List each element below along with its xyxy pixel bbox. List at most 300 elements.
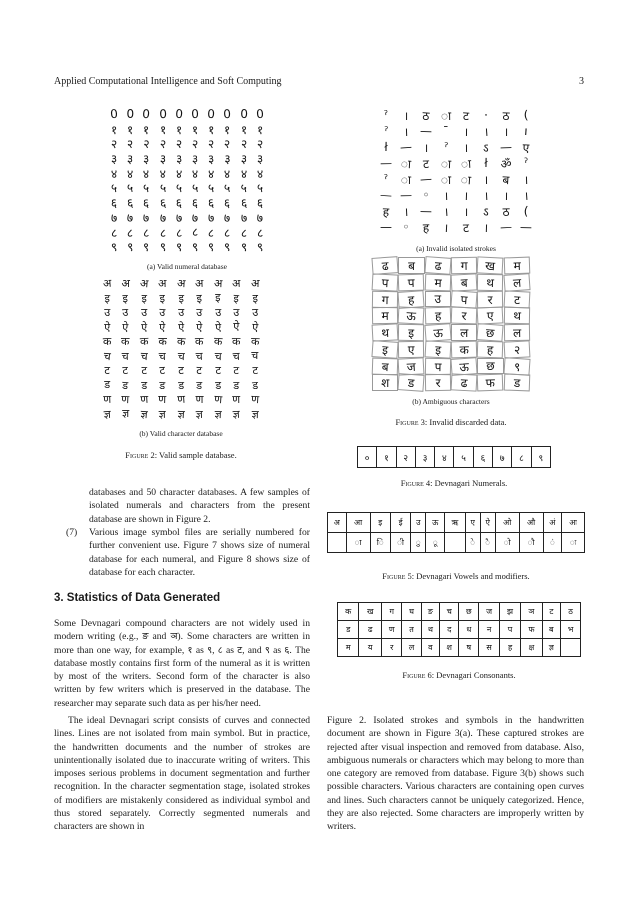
sample-cell: ऊ [450,357,477,376]
sample-cell: ट [141,363,147,377]
sample-cell: इ [122,291,129,305]
sample-cell: ऽ [482,204,490,219]
sample-cell: २ [143,137,150,152]
table-cell: ः [562,533,585,553]
table-cell: प [500,621,521,639]
sample-cell: च [140,349,148,363]
sample-cell: । [423,140,429,155]
sample-cell: । [503,188,509,203]
sample-cell: ८ [224,225,231,240]
sample-cell: इ [215,291,221,305]
section-heading: 3. Statistics of Data Generated [54,592,221,604]
table-cell: क्ष [521,639,542,657]
figure4-caption: Figure 4: Devnagari Numerals. [400,478,508,488]
sample-cell: ३ [191,151,199,166]
sample-cell: इ [424,340,451,358]
sample-cell: ा [400,172,412,187]
sample-cell: ल [451,324,477,341]
sample-cell: ८ [126,225,134,240]
devnagari-numerals-table [357,446,551,468]
sample-cell: ८ [191,225,199,240]
sample-cell: ल [503,273,530,292]
sample-cell: ज्ञ [177,407,185,421]
sample-cell: १ [110,122,118,137]
sample-cell: ा [400,156,412,171]
table-row [358,447,551,468]
table-cell: ५ [454,447,473,468]
sample-cell: ज्ञ [158,407,167,421]
sample-cell: अ [195,276,204,290]
figure5-caption: Figure 5: Devnagari Vowels and modifiers. [382,571,530,581]
table-cell: र [382,639,402,657]
sample-cell: ड [251,378,259,392]
sample-cell: अ [102,276,112,291]
sample-cell: ए [477,307,504,325]
table-row [328,513,585,533]
sample-cell: ह [422,220,430,235]
sample-cell: १ [143,122,150,137]
sample-cell: ६ [110,195,118,211]
sample-cell: ८ [175,225,183,240]
table-cell: ऐ [480,513,495,533]
sample-cell: ४ [191,166,199,181]
sample-cell: 0 [207,107,216,122]
sample-cell: अ [213,276,223,290]
sample-cell: — [399,187,413,203]
sample-cell: ढ [424,256,451,275]
sample-cell: ( [523,107,529,123]
sample-cell: ७ [256,210,264,225]
sample-cell: च [251,349,259,363]
table-cell: स [479,639,500,657]
sample-cell: क [158,334,167,348]
sample-cell: ट [251,363,258,377]
sample-cell: । [523,172,529,187]
sample-cell: क [139,334,149,349]
sample-cell: म [372,307,399,324]
table-cell: ध [459,621,479,639]
table-cell: ठ [561,603,581,621]
sample-cell: ˀ [383,123,389,139]
sample-cell: अ [158,276,167,290]
sample-cell: ˀ [383,171,389,187]
sample-cell: क [121,334,130,348]
table-cell: औ [519,513,543,533]
table-cell: त [402,621,421,639]
sample-cell: थ [372,323,399,341]
sample-cell: ड [122,378,130,392]
table-cell: ४ [435,447,454,468]
sample-cell: · [483,107,489,123]
table-cell: ए [465,513,480,533]
valid-numeral-grid [106,107,268,254]
sample-cell: ५ [256,181,264,196]
sample-cell: प [450,290,477,309]
section-paragraph-1: Some Devnagari compound characters are not widely used in modern writing (e.g., ङ and ञ). Some characters are written in more than one way, for example, १ as ९, ८ as ट, and ९ as ६. The database mostly contains first form of the numeral as it is written by most of the writers. Second form of the character is also written by few writers which is preserved in the database. The researcher may separate such data as per his/her need. [54,618,310,709]
figure2-caption: Figure 2: Valid sample database. [125,450,237,460]
sample-cell: ण [195,392,204,406]
sample-cell: ट [214,363,221,377]
table-row [338,603,581,621]
sample-cell: ण [250,392,260,406]
sample-cell: ६ [191,195,199,211]
table-cell: ख [359,603,382,621]
sample-cell: म [424,273,451,291]
table-cell: ड [338,621,359,639]
sample-cell: २ [503,340,530,358]
sample-cell: ब [372,357,399,375]
sample-cell: ट [159,363,166,377]
sample-cell: ड [196,378,203,392]
sample-cell: ५ [223,181,232,196]
table-cell: व [421,639,439,657]
figure6-caption: Figure 6: Devnagari Consonants. [402,670,516,680]
table-cell: ० [358,447,377,468]
sample-cell: ९ [224,239,231,255]
sample-cell: इ [233,291,240,305]
sample-cell: ट [178,363,184,377]
list-item-number: (7) [66,527,78,538]
devnagari-vowels-table [327,512,585,553]
table-cell: ण [382,621,402,639]
sample-cell: ऊ [424,323,451,342]
section-paragraph-2: The ideal Devnagari script consists of curves and connected lines. Lines are not isolated from main symbol. But in practice, the handwritten documents and the number of strokes are unintentionally isolated due to inaccurate writing of writers. This imposes serious problems in document segmentation and further recognition. In the character segmentation stage, isolated strokes of modifiers are mistakenly considered as individual symbol and thus stored separately. Correctly segmented numerals and characters are shown in [54,715,310,833]
sample-cell: ˉ [442,123,450,139]
sample-cell: ट [104,363,111,377]
sample-cell: ब [451,273,478,291]
table-cell: ऋ [445,513,465,533]
sample-cell: अ [139,276,149,291]
sample-cell: ३ [207,151,215,167]
sample-cell: । [403,204,409,219]
sample-cell: उ [251,305,259,319]
sample-cell: उ [196,305,203,319]
sample-cell: । [503,124,509,139]
sample-cell: ड [141,378,148,392]
sample-cell: ठ [421,108,430,123]
sample-cell: ण [176,392,186,407]
table-cell: ू [426,533,445,553]
sample-cell: ı [523,123,529,139]
sample-cell: 0 [142,107,151,122]
sample-cell: २ [191,137,199,152]
sample-cell: ण [121,392,130,406]
sample-cell: र [425,374,452,391]
sample-cell: क [231,334,241,348]
sample-cell: ४ [240,166,248,181]
sample-cell: छ [477,358,503,375]
table-cell: ज [479,603,500,621]
table-cell: म [338,639,359,657]
sample-cell: ऐ [122,320,130,334]
table-cell: न [479,621,500,639]
sample-cell: ५ [208,181,215,196]
sample-cell: ९ [127,240,134,254]
sample-cell: इ [371,340,398,359]
sample-cell: ा [460,156,472,171]
sample-cell: ४ [175,166,183,181]
table-cell: ं [543,533,562,553]
sample-cell: ण [103,392,112,406]
table-cell: ङ [421,603,439,621]
sample-cell: क [176,334,186,349]
sample-cell: १ [208,122,215,137]
table-cell: अः [562,513,585,533]
list-item-text: Various image symbol files are serially numbered for further convenient use. Figure 7 shows size of numeral database for each numeral, and Figure 8 shows size of database for each character. [89,527,310,578]
sample-cell: ७ [175,210,183,225]
sample-cell: ५ [191,181,199,196]
table-cell: च [440,603,459,621]
sample-cell: ६ [126,195,134,211]
sample-cell: ज्ञ [122,407,130,421]
sample-cell: प [398,273,425,291]
sample-cell: १ [191,122,199,137]
sample-cell: इ [104,291,111,305]
sample-cell: । [523,188,529,203]
sample-cell: — [379,187,393,203]
table-cell: श [440,639,459,657]
sample-cell: ४ [127,166,134,181]
table-cell: ह [500,639,521,657]
sample-cell: ज्ञ [251,407,259,421]
sample-cell: ज्ञ [103,407,112,421]
sample-cell: ७ [191,210,199,225]
invalid-strokes-grid [376,107,536,235]
sample-cell: ८ [110,225,118,240]
table-cell: ग [382,603,402,621]
table-cell: ब [542,621,560,639]
table-cell [328,533,347,553]
sample-cell: र [451,307,478,325]
sample-cell: — [399,139,413,155]
table-cell: थ [421,621,439,639]
sample-cell: १ [159,122,167,137]
sample-cell: ऐ [196,320,203,334]
sample-cell: उ [104,305,111,319]
sample-cell: ए [522,140,530,155]
sample-cell: ७ [240,210,248,225]
sample-cell: । [463,188,469,203]
sample-cell: इ [196,291,203,305]
sample-cell: ९ [142,239,151,255]
sample-cell: ऐ [233,320,240,334]
table-cell: द [440,621,459,639]
table-row [338,621,581,639]
table-cell: झ [500,603,521,621]
table-cell: ढ [359,621,382,639]
sample-cell: 0 [174,107,184,122]
sample-cell: ट [122,363,129,377]
sample-cell: ज्ञ [195,407,204,421]
sample-cell: ७ [224,210,231,225]
sample-cell: । [443,220,449,235]
sample-cell: ए [398,341,425,358]
sample-cell: ९ [207,240,215,255]
table-cell: ष [459,639,479,657]
sample-cell: । [463,124,469,139]
sample-cell: उ [214,305,222,319]
sample-cell: ऐ [214,320,222,334]
sample-cell: इ [141,291,148,305]
sample-cell: ह [424,307,451,325]
sample-cell: च [232,349,241,363]
sample-cell: ऊ [398,307,425,325]
table-cell: ल [402,639,421,657]
sample-cell: अ [250,276,260,290]
sample-cell: ◦ [401,219,411,235]
sample-cell: ३ [224,151,231,166]
sample-cell: फ [477,374,504,392]
running-header: Applied Computational Intelligence and Soft Computing [54,76,282,87]
sample-cell: म [503,257,530,275]
sample-cell: ५ [127,181,134,196]
sample-cell: ६ [256,195,264,211]
table-cell: े [465,533,480,553]
sample-cell: ५ [175,181,183,196]
sample-cell: ख [477,256,504,274]
sample-cell: ण [213,392,223,407]
sample-cell: ड [159,378,166,392]
table-cell: ञ [521,603,542,621]
sample-cell: ˀ [443,139,449,155]
sample-cell: ४ [207,166,215,181]
sample-cell: उ [233,305,240,319]
sample-cell: । [443,188,449,203]
sample-cell: ४ [159,166,166,181]
sample-cell: ढ [371,256,398,275]
sample-cell: ऽ [482,140,490,155]
sample-cell: ण [139,392,149,406]
sample-cell: अ [121,276,130,290]
sample-cell: ज [398,357,425,375]
sample-cell: ६ [208,195,215,211]
sample-cell: ७ [126,210,134,225]
sample-cell: ल [504,324,531,341]
table-cell [561,639,581,657]
sample-cell: ३ [126,151,134,167]
sample-cell: ६ [159,195,167,211]
sample-cell: ड [503,374,530,392]
sample-cell: इ [159,291,166,305]
sample-cell: ा [440,156,452,171]
sample-cell: १ [223,122,232,137]
table-cell: ६ [473,447,492,468]
sample-cell: ३ [110,151,118,166]
fig2a-subcaption: (a) Valid numeral database [146,262,228,271]
sample-cell: ड [177,378,185,392]
sample-cell: ४ [142,166,151,181]
sample-cell: ł [484,155,488,171]
sample-cell: प [425,357,452,374]
table-cell: २ [396,447,415,468]
table-cell: ८ [512,447,531,468]
table-cell: ि [370,533,390,553]
table-cell: छ [459,603,479,621]
sample-cell: ६ [143,195,150,211]
table-cell: अं [543,513,562,533]
sample-cell: ९ [256,239,264,255]
table-cell: ा [346,533,370,553]
sample-cell: ड [233,378,240,392]
table-cell: ई [390,513,410,533]
sample-cell: १ [175,122,183,137]
sample-cell: । [483,172,489,187]
table-cell: ऊ [426,513,445,533]
sample-cell: क [213,334,223,348]
sample-cell: ९ [191,240,199,255]
sample-cell: — [519,219,533,235]
sample-cell: २ [207,137,215,152]
sample-cell: थ [504,307,531,324]
sample-cell: च [158,349,167,363]
sample-cell: ł [384,139,388,155]
sample-cell: ड [398,373,425,392]
sample-cell: च [177,349,185,363]
table-cell: ३ [415,447,434,468]
sample-cell: च [122,349,130,363]
table-cell: १ [377,447,396,468]
table-cell: इ [370,513,390,533]
sample-cell: ज्ञ [140,407,149,421]
sample-cell: २ [175,137,183,152]
sample-cell: 0 [239,107,248,122]
sample-cell: च [195,349,204,363]
table-cell: ी [390,533,410,553]
sample-cell: श [372,374,398,391]
sample-cell: 0 [158,107,167,122]
sample-cell: ७ [110,210,118,225]
sample-cell: ा [440,108,452,123]
right-column-paragraph: Figure 2. Isolated strokes and symbols in the handwritten document are shown in Figure 3(a). These captured strokes are rejected after visual inspection and removed from database. Also, ambiguous numerals or characters which may belong to more than one category are removed from database. Figure 3(b) shows such possible characters. Various characters are containing open curves and lines. Such characters cannot be uniquely categorized. Hence, they are also rejected. Some characters are improperly written by writers. [327,715,584,833]
table-cell: ौ [519,533,543,553]
sample-cell: १ [240,122,247,137]
sample-cell: ˀ [383,107,389,123]
sample-cell: 0 [109,107,119,122]
sample-cell: ड [104,378,111,392]
sample-cell: ण [232,392,241,406]
sample-cell: २ [224,137,231,152]
sample-cell: क [102,334,112,348]
sample-cell: ह [477,340,504,358]
fig3b-subcaption: (b) Ambiguous characters [412,397,490,406]
sample-cell: र [477,290,504,307]
sample-cell: ५ [159,181,167,196]
table-cell: ै [480,533,495,553]
sample-cell: ट [233,363,240,377]
sample-cell: ३ [143,151,150,167]
sample-cell: क [195,334,204,348]
sample-cell: उ [141,305,148,319]
sample-cell: उ [425,291,451,308]
sample-cell: ऐ [104,320,111,334]
fig2b-subcaption: (b) Valid character database [139,429,223,438]
table-row [338,639,581,657]
sample-cell: ३ [175,151,183,167]
sample-cell: ७ [143,210,150,225]
sample-cell: ा [440,172,452,187]
sample-cell: १ [126,122,134,137]
sample-cell: — [499,139,513,155]
sample-cell: ४ [110,166,118,181]
sample-cell: ब [502,172,510,187]
sample-cell: ट [196,363,203,377]
sample-cell: उ [159,305,167,319]
sample-cell: ९ [175,239,183,255]
sample-cell: ५ [110,181,118,196]
sample-cell: ६ [223,195,231,211]
sample-cell: । [463,140,469,155]
ambiguous-characters-grid [372,257,530,391]
